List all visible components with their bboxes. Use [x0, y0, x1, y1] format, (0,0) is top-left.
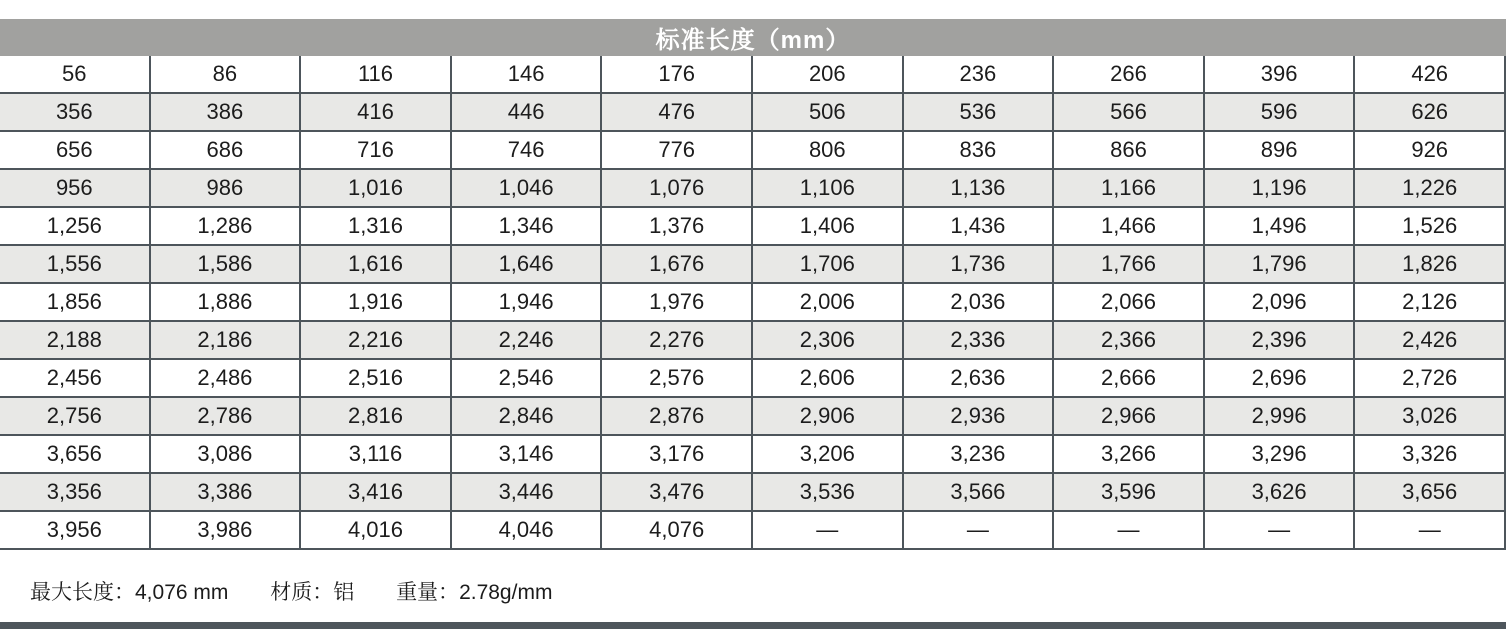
- length-cell: 2,456: [0, 360, 149, 396]
- length-cell: 446: [452, 94, 601, 130]
- length-cell: 2,906: [753, 398, 902, 434]
- length-cell: 806: [753, 132, 902, 168]
- length-cell: 266: [1054, 56, 1203, 92]
- length-cell: 1,316: [301, 208, 450, 244]
- length-cell: 1,556: [0, 246, 149, 282]
- length-cell: 3,236: [904, 436, 1053, 472]
- length-cell: 1,676: [602, 246, 751, 282]
- length-cell: 2,006: [753, 284, 902, 320]
- length-cell: 3,626: [1205, 474, 1354, 510]
- length-cell: 2,186: [151, 322, 300, 358]
- length-cell: 206: [753, 56, 902, 92]
- length-cell: 2,246: [452, 322, 601, 358]
- length-cell: 1,076: [602, 170, 751, 206]
- length-cell: 4,076: [602, 512, 751, 548]
- length-cell: 926: [1355, 132, 1504, 168]
- length-cell: 596: [1205, 94, 1354, 130]
- length-cell: 236: [904, 56, 1053, 92]
- length-cell: 2,816: [301, 398, 450, 434]
- length-cell: 1,766: [1054, 246, 1203, 282]
- length-cell: 1,406: [753, 208, 902, 244]
- length-cell: 416: [301, 94, 450, 130]
- length-cell: 3,026: [1355, 398, 1504, 434]
- bottom-divider: [0, 622, 1506, 629]
- length-cell: 2,966: [1054, 398, 1203, 434]
- length-cell: 1,046: [452, 170, 601, 206]
- length-cell: 2,066: [1054, 284, 1203, 320]
- max-length-value: 4,076 mm: [135, 581, 229, 604]
- length-cell: 2,306: [753, 322, 902, 358]
- length-cell: —: [904, 512, 1053, 548]
- length-cell: 3,296: [1205, 436, 1354, 472]
- length-cell: 1,376: [602, 208, 751, 244]
- material-spec: [270, 576, 354, 606]
- length-cell: 3,986: [151, 512, 300, 548]
- length-cell: 1,496: [1205, 208, 1354, 244]
- length-cell: 1,706: [753, 246, 902, 282]
- length-cell: 776: [602, 132, 751, 168]
- length-cell: 2,636: [904, 360, 1053, 396]
- length-cell: 2,726: [1355, 360, 1504, 396]
- table-header-bar: [0, 19, 1506, 56]
- length-cell: 1,196: [1205, 170, 1354, 206]
- length-cell: 3,386: [151, 474, 300, 510]
- length-cell: —: [1355, 512, 1504, 548]
- length-cell: 1,466: [1054, 208, 1203, 244]
- length-cell: 2,036: [904, 284, 1053, 320]
- length-cell: 3,206: [753, 436, 902, 472]
- length-cell: 2,876: [602, 398, 751, 434]
- length-cell: 3,536: [753, 474, 902, 510]
- length-cell: 506: [753, 94, 902, 130]
- length-cell: 1,286: [151, 208, 300, 244]
- length-cell: 3,266: [1054, 436, 1203, 472]
- length-cell: 146: [452, 56, 601, 92]
- length-cell: 2,336: [904, 322, 1053, 358]
- length-cell: 2,666: [1054, 360, 1203, 396]
- length-cell: 1,856: [0, 284, 149, 320]
- length-cell: 176: [602, 56, 751, 92]
- length-cell: 1,826: [1355, 246, 1504, 282]
- weight-spec: [396, 576, 552, 606]
- weight-value: 2.78g/mm: [459, 581, 553, 604]
- length-cell: 2,396: [1205, 322, 1354, 358]
- length-cell: 2,188: [0, 322, 149, 358]
- length-cell: 3,146: [452, 436, 601, 472]
- length-cell: 2,846: [452, 398, 601, 434]
- length-cell: 426: [1355, 56, 1504, 92]
- length-cell: 396: [1205, 56, 1354, 92]
- length-cell: 1,916: [301, 284, 450, 320]
- max-length-spec: [30, 576, 228, 606]
- length-cell: 2,576: [602, 360, 751, 396]
- length-cell: 4,046: [452, 512, 601, 548]
- material-value: 铝: [333, 581, 355, 604]
- length-cell: 656: [0, 132, 149, 168]
- length-cell: 1,946: [452, 284, 601, 320]
- length-cell: 476: [602, 94, 751, 130]
- length-cell: 3,446: [452, 474, 601, 510]
- length-cell: 386: [151, 94, 300, 130]
- length-cell: 2,366: [1054, 322, 1203, 358]
- length-cell: 3,656: [0, 436, 149, 472]
- length-cell: 1,166: [1054, 170, 1203, 206]
- length-cell: 2,546: [452, 360, 601, 396]
- length-cell: 1,886: [151, 284, 300, 320]
- max-length-label: 最大长度：: [30, 581, 135, 604]
- length-cell: 1,016: [301, 170, 450, 206]
- length-cell: 1,976: [602, 284, 751, 320]
- length-cell: 1,526: [1355, 208, 1504, 244]
- length-cell: 986: [151, 170, 300, 206]
- length-cell: 536: [904, 94, 1053, 130]
- length-cell: 2,756: [0, 398, 149, 434]
- material-label: 材质：: [270, 581, 334, 604]
- length-cell: 2,216: [301, 322, 450, 358]
- length-cell: 3,176: [602, 436, 751, 472]
- spec-summary-line: [0, 576, 1506, 606]
- length-cell: 1,796: [1205, 246, 1354, 282]
- length-cell: 3,596: [1054, 474, 1203, 510]
- table-title: 标准长度（mm）: [655, 27, 851, 54]
- length-cell: 686: [151, 132, 300, 168]
- length-cell: 2,486: [151, 360, 300, 396]
- standard-length-table: [0, 56, 1506, 550]
- length-cell: 1,586: [151, 246, 300, 282]
- length-cell: 1,616: [301, 246, 450, 282]
- length-cell: —: [753, 512, 902, 548]
- length-cell: 356: [0, 94, 149, 130]
- length-cell: 1,646: [452, 246, 601, 282]
- length-cell: 3,416: [301, 474, 450, 510]
- length-cell: 1,136: [904, 170, 1053, 206]
- length-cell: 2,096: [1205, 284, 1354, 320]
- length-cell: 3,476: [602, 474, 751, 510]
- length-cell: 716: [301, 132, 450, 168]
- length-cell: 1,436: [904, 208, 1053, 244]
- length-cell: 2,276: [602, 322, 751, 358]
- length-cell: 2,516: [301, 360, 450, 396]
- weight-label: 重量：: [396, 581, 460, 604]
- length-cell: 836: [904, 132, 1053, 168]
- length-cell: 1,346: [452, 208, 601, 244]
- length-cell: 1,106: [753, 170, 902, 206]
- length-cell: 3,566: [904, 474, 1053, 510]
- length-cell: 2,936: [904, 398, 1053, 434]
- length-cell: 2,426: [1355, 322, 1504, 358]
- length-cell: 3,116: [301, 436, 450, 472]
- length-cell: 1,736: [904, 246, 1053, 282]
- length-cell: 2,126: [1355, 284, 1504, 320]
- length-cell: —: [1205, 512, 1354, 548]
- length-cell: 56: [0, 56, 149, 92]
- length-cell: 896: [1205, 132, 1354, 168]
- length-cell: 746: [452, 132, 601, 168]
- length-cell: 3,956: [0, 512, 149, 548]
- length-cell: 4,016: [301, 512, 450, 548]
- length-cell: 566: [1054, 94, 1203, 130]
- length-cell: 3,326: [1355, 436, 1504, 472]
- length-cell: 3,086: [151, 436, 300, 472]
- length-cell: 86: [151, 56, 300, 92]
- length-cell: 116: [301, 56, 450, 92]
- length-cell: 3,356: [0, 474, 149, 510]
- length-cell: 3,656: [1355, 474, 1504, 510]
- length-cell: —: [1054, 512, 1203, 548]
- length-cell: 626: [1355, 94, 1504, 130]
- length-cell: 956: [0, 170, 149, 206]
- length-cell: 2,996: [1205, 398, 1354, 434]
- length-cell: 2,786: [151, 398, 300, 434]
- length-cell: 2,696: [1205, 360, 1354, 396]
- length-cell: 866: [1054, 132, 1203, 168]
- length-cell: 1,256: [0, 208, 149, 244]
- length-cell: 1,226: [1355, 170, 1504, 206]
- length-cell: 2,606: [753, 360, 902, 396]
